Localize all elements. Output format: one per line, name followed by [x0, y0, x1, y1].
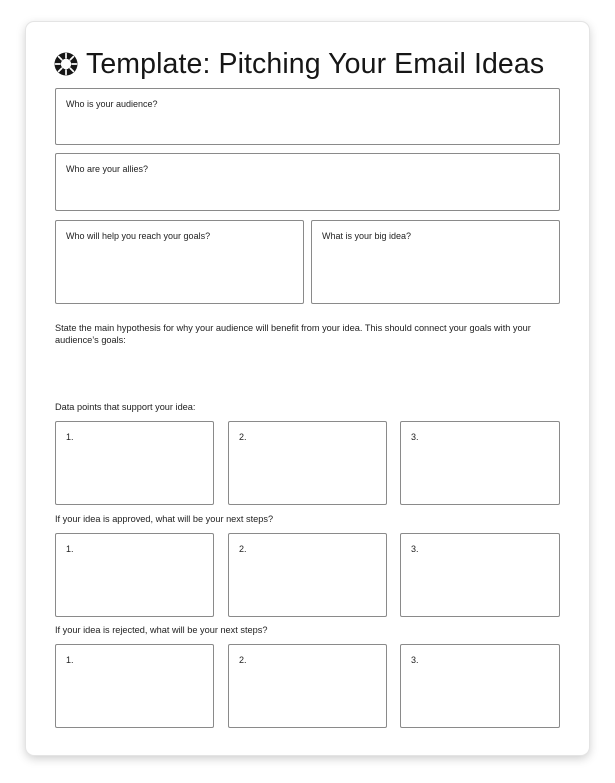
approved-box-1[interactable] — [55, 533, 214, 617]
allies-label: Who are your allies? — [66, 164, 149, 174]
helpers-box[interactable] — [55, 220, 304, 304]
data-point-box-2[interactable] — [228, 421, 387, 505]
rejected-box-3[interactable] — [400, 644, 560, 728]
box-number: 2. — [239, 432, 247, 442]
rejected-label: If your idea is rejected, what will be your next steps? — [55, 625, 268, 635]
box-number: 2. — [239, 655, 247, 665]
page-title: Template: Pitching Your Email Ideas — [86, 47, 545, 80]
data-point-box-3[interactable] — [400, 421, 560, 505]
data-point-box-1[interactable] — [55, 421, 214, 505]
audience-box[interactable] — [55, 88, 560, 145]
audience-label: Who is your audience? — [66, 99, 158, 109]
hypothesis-prompt: State the main hypothesis for why your audience will benefit from your idea. This should connect your goals with your audience’s goals: — [55, 323, 531, 345]
title-row — [54, 44, 544, 84]
rejected-box-2[interactable] — [228, 644, 387, 728]
box-number: 3. — [411, 432, 419, 442]
data-points-label: Data points that support your idea: — [55, 402, 196, 412]
allies-box[interactable] — [55, 153, 560, 211]
box-number: 1. — [66, 432, 74, 442]
approved-label: If your idea is approved, what will be your next steps? — [55, 514, 274, 524]
approved-box-3[interactable] — [400, 533, 560, 617]
box-number: 1. — [66, 655, 74, 665]
box-number: 1. — [66, 544, 74, 554]
box-number: 3. — [411, 544, 419, 554]
box-number: 2. — [239, 544, 247, 554]
sunburst-logo-icon — [54, 52, 78, 76]
box-number: 3. — [411, 655, 419, 665]
big-idea-box[interactable] — [311, 220, 560, 304]
approved-box-2[interactable] — [228, 533, 387, 617]
rejected-box-1[interactable] — [55, 644, 214, 728]
big-idea-label: What is your big idea? — [322, 231, 412, 241]
helpers-label: Who will help you reach your goals? — [66, 231, 211, 241]
